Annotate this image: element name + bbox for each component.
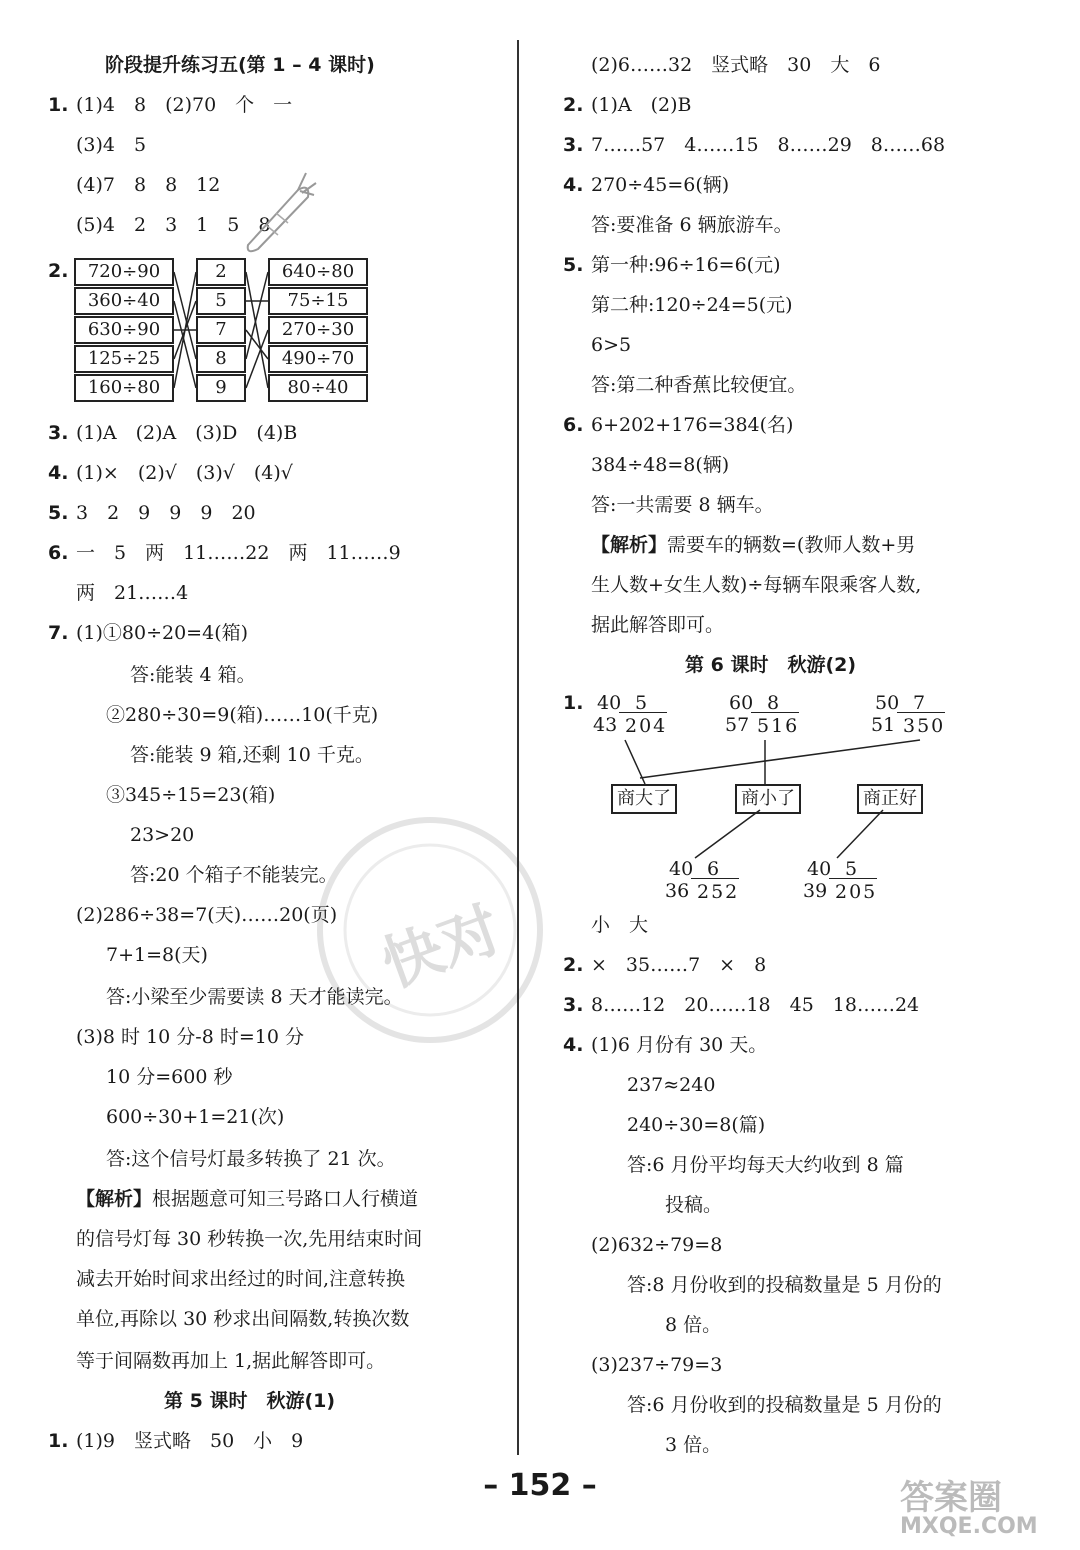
divisor-value: 51 <box>871 714 896 736</box>
r-q5-line-3: 6>5 <box>591 334 632 356</box>
q7-line-5: ③345÷15=23(箱) <box>106 784 276 806</box>
q7-line-12: 10 分=600 秒 <box>106 1066 233 1088</box>
match-right-5: 80÷40 <box>268 374 368 402</box>
q7-line-8: (2)286÷38=7(天)……20(页) <box>76 904 338 926</box>
match-mid-2: 5 <box>196 287 246 315</box>
q1-line-3: (4)7 8 8 12 <box>76 174 221 196</box>
q7-line-13: 600÷30+1=21(次) <box>106 1106 285 1128</box>
section-title: 阶段提升练习五(第 1 – 4 课时) <box>105 54 375 76</box>
q7-line-2: 答:能装 4 箱。 <box>130 664 256 686</box>
lesson6-title: 第 6 课时 秋游(2) <box>685 654 857 676</box>
l6q4-line-6: (2)632÷79=8 <box>591 1234 723 1256</box>
match-mid-4: 8 <box>196 345 246 373</box>
dividend-value: 252 <box>691 878 739 905</box>
carrot-doodle-icon <box>228 165 318 255</box>
analysis-text: 根据题意可知三号路口人行横道 <box>152 1188 419 1210</box>
dividend-value: 516 <box>751 712 799 739</box>
r-q2-text: (1)A (2)B <box>591 94 692 116</box>
footer-brand: 答案圈 <box>900 1478 1002 1518</box>
l6q4-line-5: 投稿。 <box>665 1194 723 1216</box>
l6q3-number: 3. <box>563 994 584 1016</box>
analysis-label: 【解析】 <box>76 1188 153 1210</box>
dividend-value: 350 <box>897 712 945 739</box>
lesson5-title: 第 5 课时 秋游(1) <box>164 1390 336 1412</box>
l6q4-line-11: 3 倍。 <box>665 1434 722 1456</box>
q7-line-11: (3)8 时 10 分-8 时=10 分 <box>76 1026 304 1048</box>
analysis-label: 【解析】 <box>591 534 668 556</box>
r-q6-analysis-line-2: 生人数+女生人数)÷每辆车限乘客人数, <box>591 574 922 596</box>
q2-number: 2. <box>48 260 69 282</box>
q5-number: 5. <box>48 502 69 524</box>
r-q3-text: 7……57 4……15 8……29 8……68 <box>591 134 946 156</box>
q3-text: (1)A (2)A (3)D (4)B <box>76 422 298 444</box>
match-left-1: 720÷90 <box>74 258 174 286</box>
q7-line-1: (1)①80÷20=4(箱) <box>76 622 249 644</box>
r-q4-line-2: 答:要准备 6 辆旅游车。 <box>591 214 793 236</box>
r-q6-line-3: 答:一共需要 8 辆车。 <box>591 494 774 516</box>
l6q4-line-10: 答:6 月份收到的投稿数量是 5 月份的 <box>627 1394 942 1416</box>
r-q6-analysis-line-3: 据此解答即可。 <box>591 614 725 636</box>
r-q6-analysis-line-1 <box>591 532 915 558</box>
tries-value: 60 <box>729 692 754 714</box>
matching-lines <box>74 258 374 408</box>
l6q4-line-8: 8 倍。 <box>665 1314 722 1336</box>
analysis-text: 需要车的辆数=(教师人数+男 <box>667 534 916 556</box>
r1-line: (2)6……32 竖式略 30 大 6 <box>591 54 881 76</box>
q4-number: 4. <box>48 462 69 484</box>
match-mid-3: 7 <box>196 316 246 344</box>
match-left-3: 630÷90 <box>74 316 174 344</box>
l6q4-line-3: 240÷30=8(篇) <box>627 1114 766 1136</box>
dividend-value: 204 <box>619 712 667 739</box>
tries-value: 40 <box>807 858 832 880</box>
l6q4-line-2: 237≈240 <box>627 1074 716 1096</box>
match-right-1: 640÷80 <box>268 258 368 286</box>
footer-site: MXQE.COM <box>900 1514 1038 1539</box>
q6-line-2: 两 21……4 <box>76 582 189 604</box>
tag-too-small: 商小了 <box>735 784 801 814</box>
q1-line-2: (3)4 5 <box>76 134 147 156</box>
matching-exercise <box>74 258 374 408</box>
q1-number: 1. <box>48 94 69 116</box>
q7-line-3: ②280÷30=9(箱)……10(千克) <box>106 704 379 726</box>
q5-text: 3 2 9 9 9 20 <box>76 502 256 524</box>
dividend-value: 205 <box>829 878 877 905</box>
watermark-text: 快对 <box>373 894 511 1002</box>
divisor-value: 57 <box>725 714 750 736</box>
quotient-value: 5 <box>845 858 858 880</box>
r-q5-number: 5. <box>563 254 584 276</box>
match-right-2: 75÷15 <box>268 287 368 315</box>
match-right-4: 490÷70 <box>268 345 368 373</box>
q7-analysis-line-1 <box>76 1186 418 1212</box>
watermark-seal-icon <box>300 800 560 1060</box>
page-number: – 152 – <box>483 1468 597 1503</box>
match-left-4: 125÷25 <box>74 345 174 373</box>
r-q5-line-2: 第二种:120÷24=5(元) <box>591 294 793 316</box>
tries-value: 40 <box>597 692 622 714</box>
l5q1-number: 1. <box>48 1430 69 1452</box>
q7-line-9: 7+1=8(天) <box>106 944 208 966</box>
quotient-value: 7 <box>913 692 926 714</box>
q4-text: (1)× (2)√ (3)√ (4)√ <box>76 462 293 484</box>
q1-line-4: (5)4 2 3 1 5 8 <box>76 214 271 236</box>
l6q4-number: 4. <box>563 1034 584 1056</box>
match-mid-1: 2 <box>196 258 246 286</box>
r-q5-line-1: 第一种:96÷16=6(元) <box>591 254 781 276</box>
l6q3-text: 8……12 20……18 45 18……24 <box>591 994 920 1016</box>
r-q6-line-1: 6+202+176=384(名) <box>591 414 794 436</box>
match-left-2: 360÷40 <box>74 287 174 315</box>
q7-line-6: 23>20 <box>130 824 195 846</box>
q7-line-14: 答:这个信号灯最多转换了 21 次。 <box>106 1148 396 1170</box>
footer-brand-logo <box>900 1470 1070 1542</box>
column-divider <box>517 40 519 1455</box>
r-q6-line-2: 384÷48=8(辆) <box>591 454 730 476</box>
r-q2-number: 2. <box>563 94 584 116</box>
r-q3-number: 3. <box>563 134 584 156</box>
divisor-value: 36 <box>665 880 690 902</box>
connector-lines <box>585 690 1005 910</box>
q7-line-7: 答:20 个箱子不能装完。 <box>130 864 338 886</box>
l6q1-number: 1. <box>563 692 584 714</box>
r-q6-number: 6. <box>563 414 584 436</box>
match-left-5: 160÷80 <box>74 374 174 402</box>
tag-just-right: 商正好 <box>857 784 923 814</box>
l6q4-line-1: (1)6 月份有 30 天。 <box>591 1034 768 1056</box>
r-q4-line-1: 270÷45=6(辆) <box>591 174 730 196</box>
r-q4-number: 4. <box>563 174 584 196</box>
divisor-value: 39 <box>803 880 828 902</box>
q7-number: 7. <box>48 622 69 644</box>
q6-line-1: 一 5 两 11……22 两 11……9 <box>76 542 401 564</box>
long-division-diagram <box>585 690 1005 910</box>
q7-line-10: 答:小梁至少需要读 8 天才能读完。 <box>106 986 403 1008</box>
match-right-3: 270÷30 <box>268 316 368 344</box>
r-q5-line-4: 答:第二种香蕉比较便宜。 <box>591 374 807 396</box>
l6q1-after: 小 大 <box>591 914 649 936</box>
q7-analysis-line-5: 等于间隔数再加上 1,据此解答即可。 <box>76 1350 386 1372</box>
q7-line-4: 答:能装 9 箱,还剩 10 千克。 <box>130 744 374 766</box>
q7-analysis-line-2: 的信号灯每 30 秒转换一次,先用结束时间 <box>76 1228 423 1250</box>
q3-number: 3. <box>48 422 69 444</box>
q7-analysis-line-4: 单位,再除以 30 秒求出间隔数,转换次数 <box>76 1308 410 1330</box>
quotient-value: 8 <box>767 692 780 714</box>
q1-line-1: (1)4 8 (2)70 个 一 <box>76 94 293 116</box>
q7-analysis-line-3: 减去开始时间求出经过的时间,注意转换 <box>76 1268 406 1290</box>
l6q4-line-9: (3)237÷79=3 <box>591 1354 723 1376</box>
l6q4-line-7: 答:8 月份收到的投稿数量是 5 月份的 <box>627 1274 942 1296</box>
l6q4-line-4: 答:6 月份平均每天大约收到 8 篇 <box>627 1154 904 1176</box>
tries-value: 40 <box>669 858 694 880</box>
divisor-value: 43 <box>593 714 618 736</box>
tag-too-big: 商大了 <box>611 784 677 814</box>
l6q2-text: × 35……7 × 8 <box>591 954 767 976</box>
tries-value: 50 <box>875 692 900 714</box>
quotient-value: 6 <box>707 858 720 880</box>
l6q2-number: 2. <box>563 954 584 976</box>
quotient-value: 5 <box>635 692 648 714</box>
q6-number: 6. <box>48 542 69 564</box>
match-mid-5: 9 <box>196 374 246 402</box>
l5q1-text: (1)9 竖式略 50 小 9 <box>76 1430 304 1452</box>
